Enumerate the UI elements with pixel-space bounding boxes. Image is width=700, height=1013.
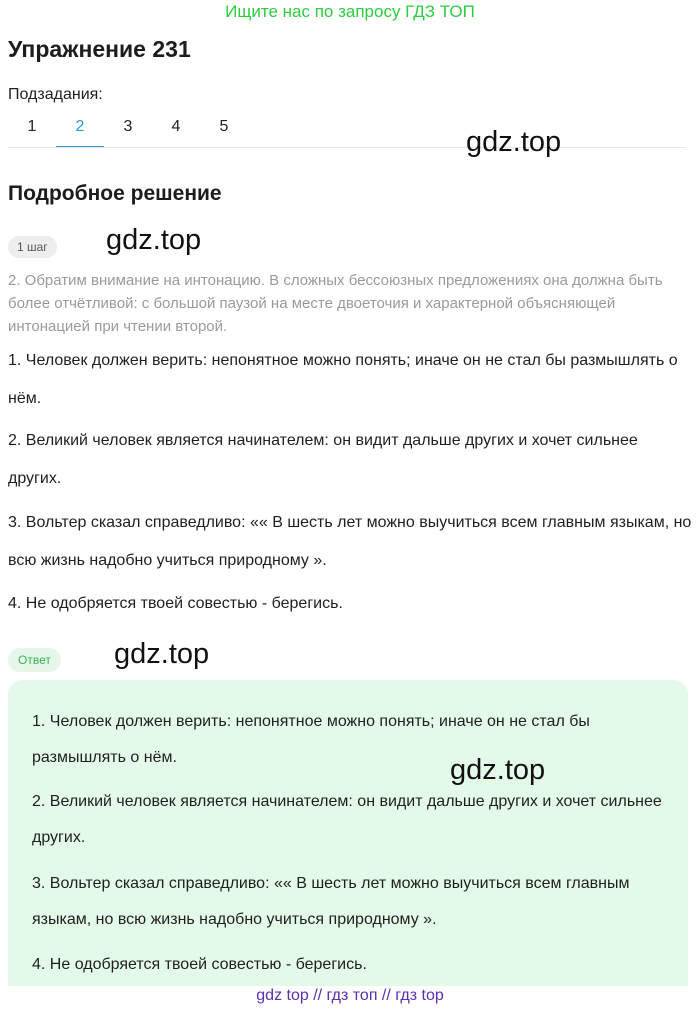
answer-item: 4. Не одобряется твоей совестью - берегись. [32, 956, 367, 973]
subtask-tab-1[interactable]: 1 [27, 118, 37, 135]
solution-item: 4. Не одобряется твоей совестью - берегись. [8, 595, 343, 612]
solution-item: 2. Великий человек является начинателем: он видит дальше других и хочет сильнее других. [8, 432, 638, 487]
top-banner: Ищите нас по запросу ГДЗ ТОП [225, 2, 475, 21]
solution-item: 1. Человек должен верить: непонятное можно понять; иначе он не стал бы размышлять о нём. [8, 352, 678, 407]
solution-item: 3. Вольтер сказал справедливо: «« В шесть лет можно выучиться всем главным языкам, но всю жизнь надобно учиться природному ». [8, 514, 692, 569]
subtasks-label: Подзадания: [8, 86, 103, 103]
watermark: gdz.top [114, 638, 210, 670]
watermark: gdz.top [466, 126, 562, 158]
subtask-tabs [8, 112, 248, 148]
answer-badge: Ответ [8, 648, 61, 672]
section-title: Подробное решение [8, 182, 222, 205]
footer-links: gdz top // гдз топ // гдз top [256, 987, 444, 1004]
watermark: gdz.top [450, 754, 546, 786]
watermark: gdz.top [106, 224, 202, 256]
subtask-tab-4[interactable]: 4 [171, 118, 181, 135]
answer-item: 2. Великий человек является начинателем: он видит дальше других и хочет сильнее других. [32, 793, 662, 846]
page-title: Упражнение 231 [8, 36, 191, 62]
subtask-tab-3[interactable]: 3 [123, 118, 133, 135]
answer-item: 1. Человек должен верить: непонятное можно понять; иначе он не стал бы размышлять о нём. [32, 713, 590, 766]
subtask-tab-2[interactable]: 2 [56, 112, 104, 148]
subtask-tab-5[interactable]: 5 [219, 118, 229, 135]
subtasks-divider [8, 147, 686, 148]
step-badge: 1 шаг [8, 236, 57, 258]
answer-item: 3. Вольтер сказал справедливо: «« В шесть лет можно выучиться всем главным языкам, но всю жизнь надобно учиться природному ». [32, 875, 630, 928]
solution-intro: 2. Обратим внимание на интонацию. В сложных бессоюзных предложениях она должна быть более отчётливой: с большой паузой на месте двоеточия и характерной объясняющей интонацией при чтении второй. [8, 272, 663, 335]
